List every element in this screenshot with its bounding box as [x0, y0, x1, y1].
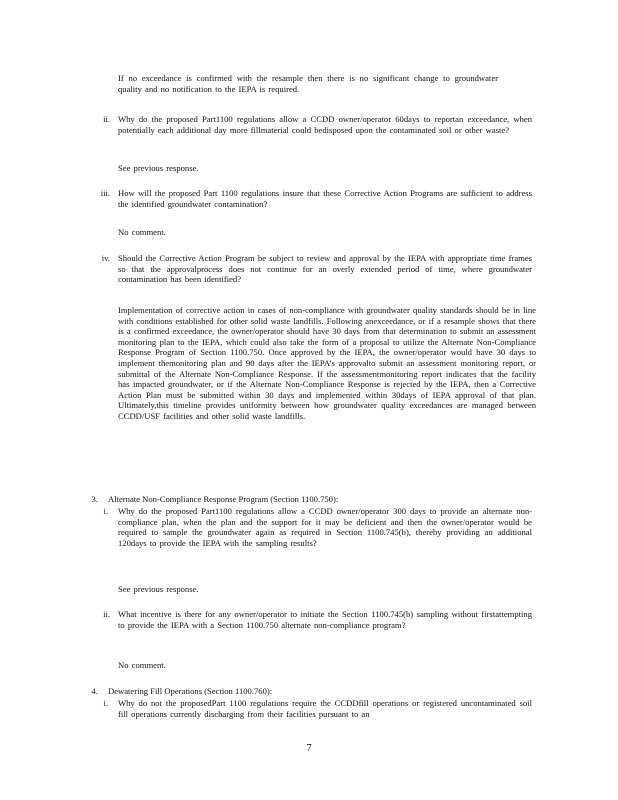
page-number: 7	[306, 742, 312, 754]
answer-text: Implementation of corrective action in cases of non-compliance with groundwater quality standards should be in line with conditions established for other solid waste landfills. Following anexceedance, or if a resample shows that there is a confirmed exceedance, the owner/operator should have 30 days from that determination to submit an assessment monitoring plan to the IEPA, which could also take the form of a proposal to utilize the Alternate Non-Compliance Response Program of Section 1100.750. Once approved by the IEPA, the owner/operator would have 30 days to implement themonitoring plan and 90 days after the IEPA’s approvalto submit an assessment monitoring report, or submittal of the Alternate Non-Compliance Response. If the assessmentmonitoring report indicates that the facility has impacted groundwater, or if the Alternate Non-Compliance Response is rejected by the IEPA, then a Corrective Action Plan must be submitted within 30 days and implemented within 30days of IEPA approval of that plan. Ultimately,this timeline provides uniformity between how groundwater quality exceedances are managed between CCDD/USF facilities and other solid waste landfills.	[118, 305, 536, 421]
item-number: iii.	[100, 188, 110, 198]
answer-text: No comment.	[118, 227, 166, 237]
question-text: Why do the proposed Part1100 regulations allow a CCDD owner/operator 60days to reportan exceedance, when potentially each additional day more fillmaterial could bedisposed upon the contaminated soil or other waste?	[118, 114, 532, 135]
answer-text: See previous response.	[118, 163, 199, 173]
question-text: Should the Corrective Action Program be subject to review and approval by the IEPA with appropriate time frames so that the approvalprocess does not continue for an overly extended period of time, where groundwater contamination has been identified?	[118, 253, 532, 285]
question-text: What incentive is there for any owner/operator to initiate the Section 1100.745(b) sampling without firstattempting to provide the IEPA with a Section 1100.750 alternate non-compliance program?	[118, 609, 532, 630]
item-number: i.	[103, 506, 108, 516]
section-number: 3.	[91, 494, 98, 504]
item-number: i.	[103, 698, 108, 708]
section-heading: Dewatering Fill Operations (Section 1100.760):	[108, 686, 273, 696]
question-text: Why do not the proposedPart 1100 regulations require the CCDDfill operations or registered uncontaminated soil fill operations currently discharging from their facilities pursuant to an	[118, 698, 532, 719]
answer-text: No comment.	[118, 660, 166, 670]
item-number: ii.	[103, 114, 110, 124]
question-text: How will the proposed Part 1100 regulations insure that these Corrective Action Programs are sufficient to address the identified groundwater contamination?	[118, 188, 532, 209]
question-text: Why do the proposed Part1100 regulations allow a CCDD owner/operator 300 days to provide an alternate non-compliance plan, when the plan and the support for it may be deficient and then the owner/operator would be required to sample the groundwater again as required in Section 1100.745(b), thereby providing an additional 120days to provide the IEPA with the sampling results?	[118, 506, 532, 548]
section-number: 4.	[91, 686, 98, 696]
item-number: ii.	[103, 609, 110, 619]
answer-text: See previous response.	[118, 584, 199, 594]
paragraph-resample: If no exceedance is confirmed with the resample then there is no significant change to groundwater quality and no notification to the IEPA is required.	[118, 73, 498, 94]
section-heading: Alternate Non-Compliance Response Program (Section 1100.750):	[108, 494, 339, 504]
item-number: iv.	[101, 253, 110, 263]
